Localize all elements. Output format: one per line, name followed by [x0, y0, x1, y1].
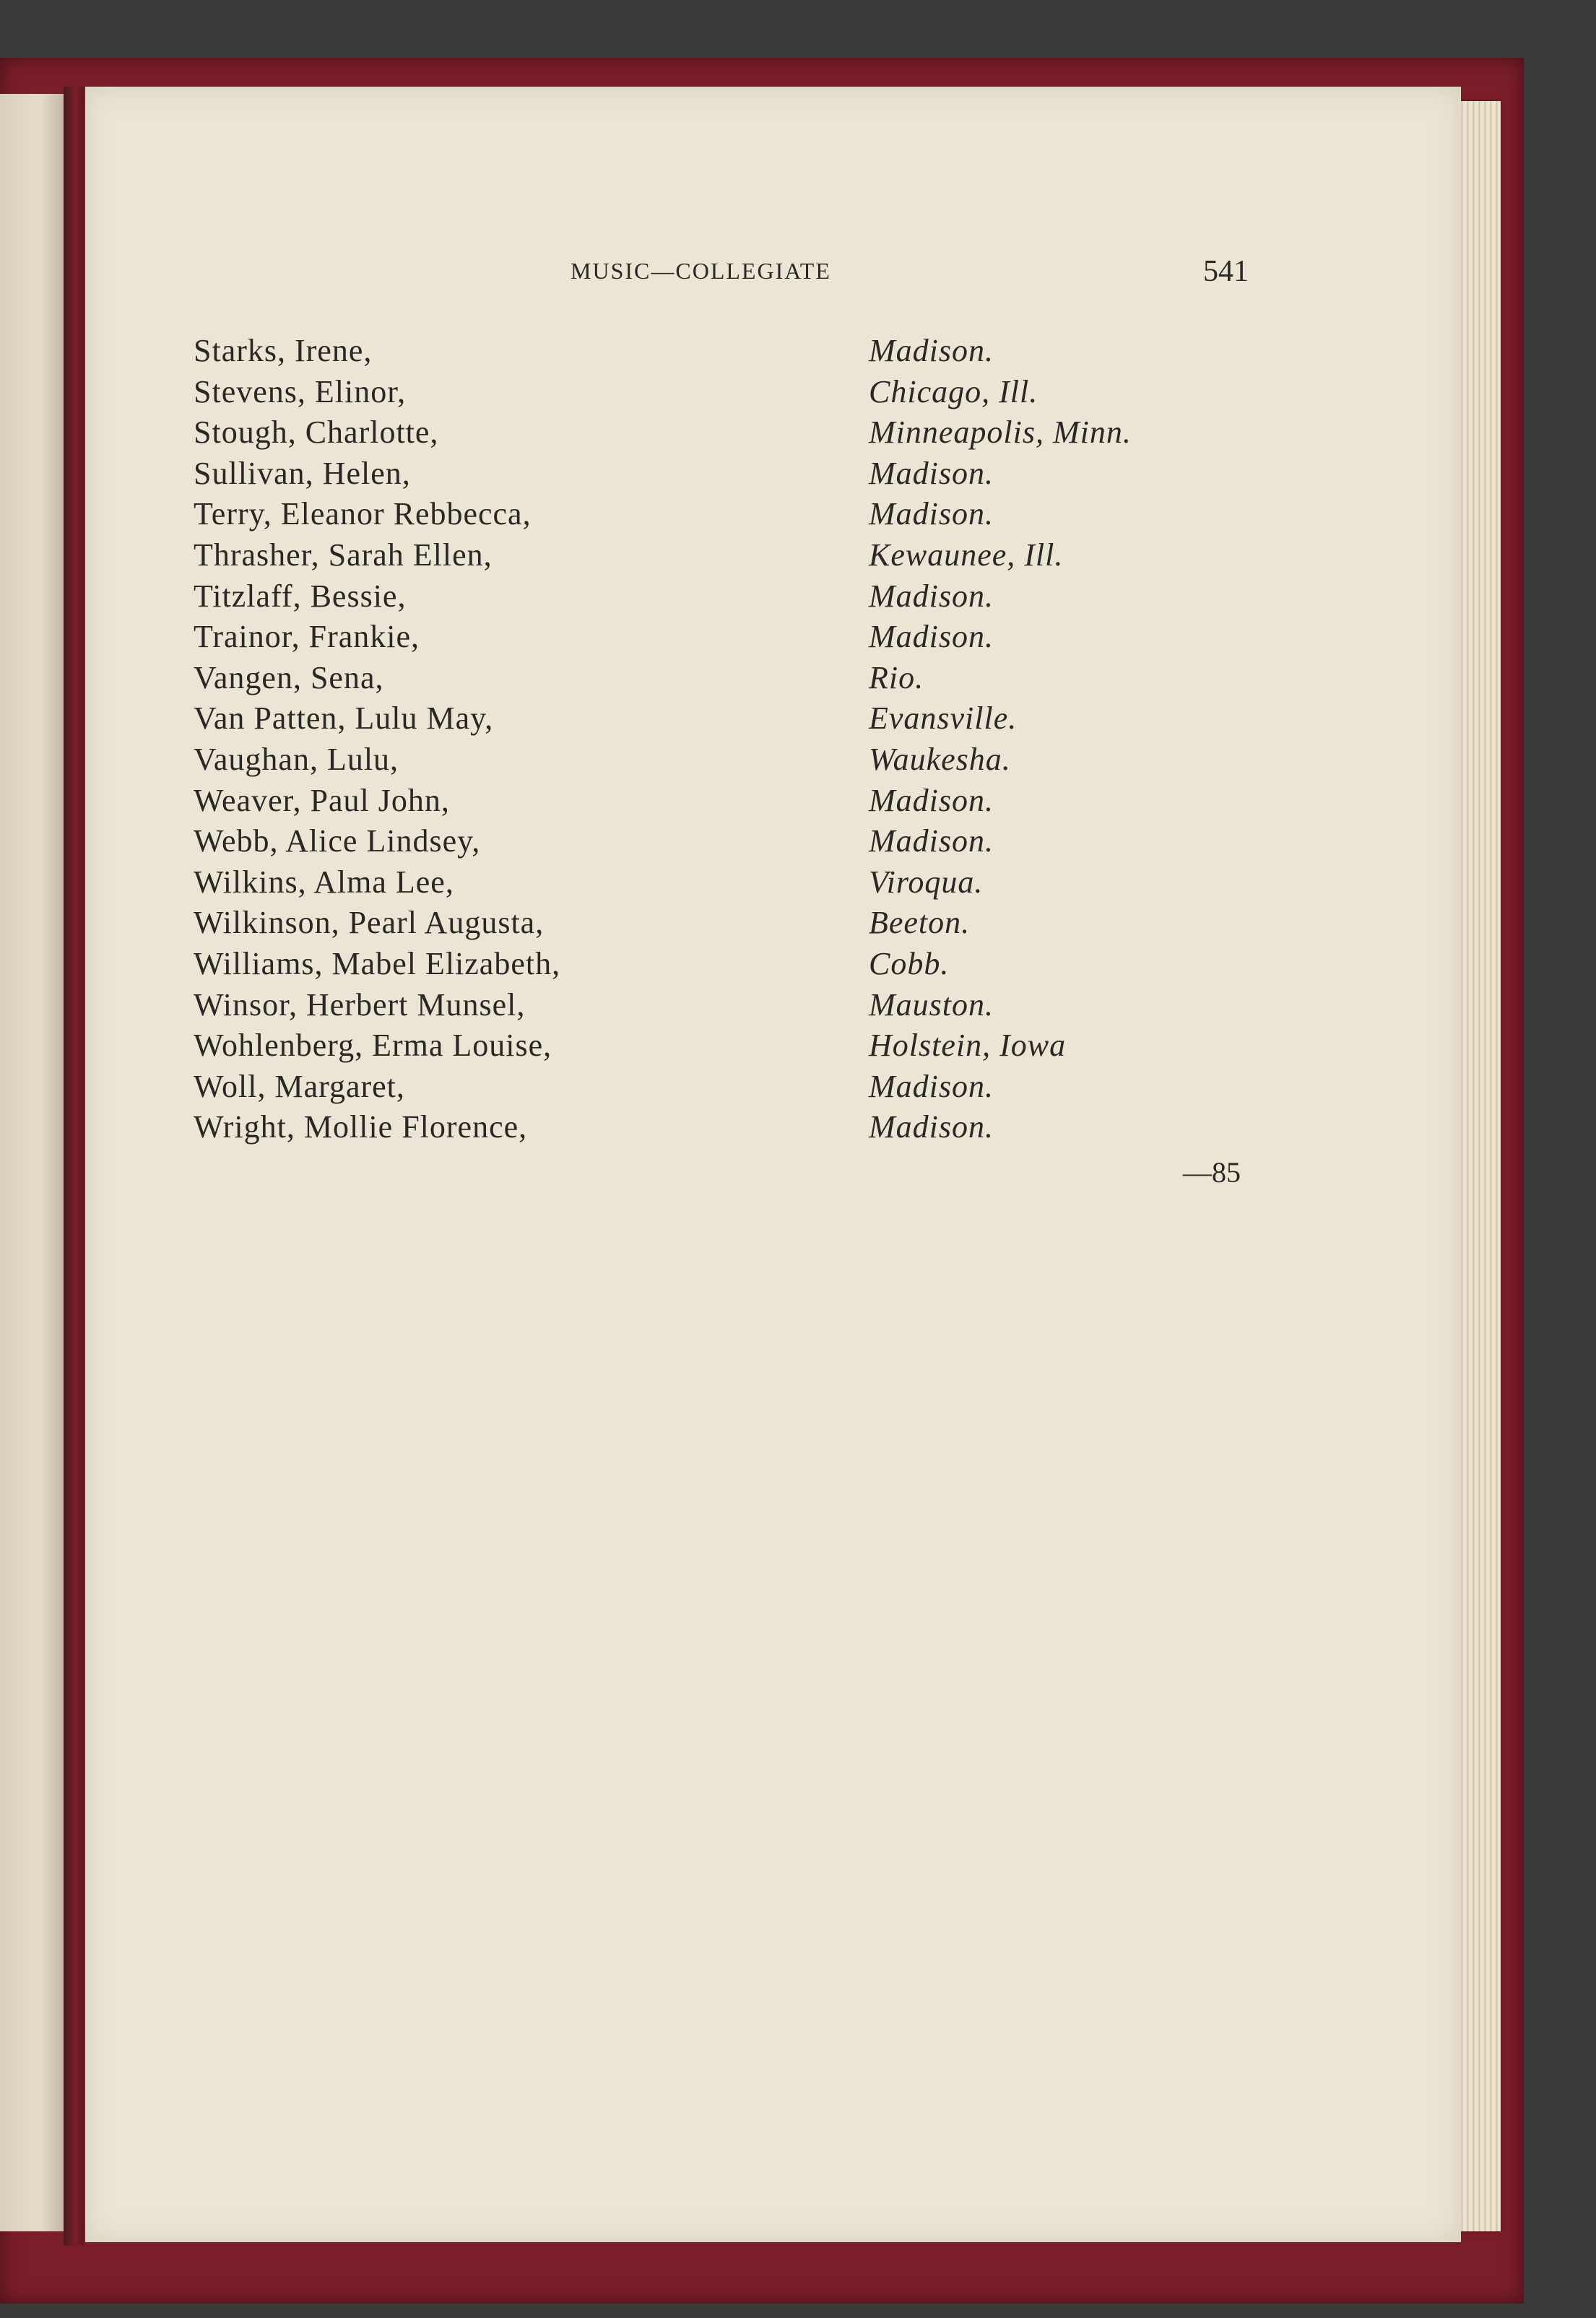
- student-name: Vangen, Sena,: [194, 659, 384, 695]
- student-name: Starks, Irene,: [194, 333, 373, 368]
- roster-row: [194, 864, 1349, 905]
- roster-row: [194, 1108, 1349, 1150]
- student-name: Terry, Eleanor Rebbecca,: [194, 496, 532, 532]
- student-hometown: Madison.: [869, 619, 994, 655]
- book-gutter: [64, 87, 84, 2246]
- student-hometown: Madison.: [869, 1109, 994, 1145]
- student-name: Wohlenberg, Erma Louise,: [194, 1028, 552, 1064]
- roster-row: [194, 414, 1349, 455]
- roster-row: [194, 945, 1349, 986]
- student-name: Wilkins, Alma Lee,: [194, 864, 454, 900]
- student-name: Stough, Charlotte,: [194, 414, 439, 451]
- roster-row: [194, 659, 1349, 700]
- student-hometown: Cobb.: [869, 945, 950, 981]
- student-name: Winsor, Herbert Munsel,: [194, 986, 526, 1023]
- roster-row: [194, 1068, 1349, 1109]
- student-name: Sullivan, Helen,: [194, 455, 411, 491]
- student-hometown: Mauston.: [869, 986, 994, 1023]
- student-name: Woll, Margaret,: [194, 1068, 405, 1104]
- roster-row: [194, 741, 1349, 782]
- student-hometown: Rio.: [869, 659, 924, 695]
- student-roster: [194, 332, 1349, 1150]
- student-hometown: Madison.: [869, 782, 994, 818]
- roster-row: [194, 332, 1349, 373]
- student-hometown: Madison.: [869, 455, 994, 491]
- student-hometown: Minneapolis, Minn.: [869, 414, 1132, 451]
- student-name: Stevens, Elinor,: [194, 373, 407, 409]
- book-page: [85, 87, 1461, 2242]
- student-name: Williams, Mabel Elizabeth,: [194, 945, 561, 981]
- student-name: Weaver, Paul John,: [194, 782, 450, 818]
- student-name: Webb, Alice Lindsey,: [194, 823, 481, 859]
- roster-row: [194, 373, 1349, 414]
- student-hometown: Evansville.: [869, 700, 1018, 737]
- student-name: Wright, Mollie Florence,: [194, 1109, 528, 1145]
- roster-row: [194, 495, 1349, 537]
- student-name: Thrasher, Sarah Ellen,: [194, 537, 493, 573]
- roster-row: [194, 578, 1349, 619]
- student-name: Titzlaff, Bessie,: [194, 578, 407, 614]
- student-hometown: Chicago, Ill.: [869, 373, 1038, 409]
- page-number: 541: [1203, 255, 1249, 288]
- student-hometown: Holstein, Iowa: [869, 1028, 1067, 1064]
- roster-row: [194, 455, 1349, 496]
- student-hometown: Madison.: [869, 333, 994, 368]
- student-hometown: Viroqua.: [869, 864, 984, 900]
- student-hometown: Kewaunee, Ill.: [869, 537, 1064, 573]
- student-hometown: Waukesha.: [869, 741, 1011, 777]
- student-hometown: Madison.: [869, 578, 994, 614]
- student-name: Van Patten, Lulu May,: [194, 700, 494, 737]
- student-hometown: Beeton.: [869, 905, 971, 941]
- student-name: Vaughan, Lulu,: [194, 741, 399, 777]
- roster-row: [194, 904, 1349, 945]
- roster-row: [194, 618, 1349, 659]
- roster-row: [194, 700, 1349, 741]
- student-name: Wilkinson, Pearl Augusta,: [194, 905, 545, 941]
- facing-page-edge: [0, 94, 66, 2231]
- running-head: MUSIC—COLLEGIATE: [571, 258, 831, 284]
- roster-row: [194, 537, 1349, 578]
- roster-row: [194, 822, 1349, 864]
- roster-row: [194, 986, 1349, 1028]
- student-hometown: Madison.: [869, 496, 994, 532]
- roster-row: [194, 1027, 1349, 1068]
- student-hometown: Madison.: [869, 1068, 994, 1104]
- section-total: —85: [1183, 1156, 1241, 1189]
- roster-row: [194, 782, 1349, 823]
- student-hometown: Madison.: [869, 823, 994, 859]
- student-name: Trainor, Frankie,: [194, 619, 420, 655]
